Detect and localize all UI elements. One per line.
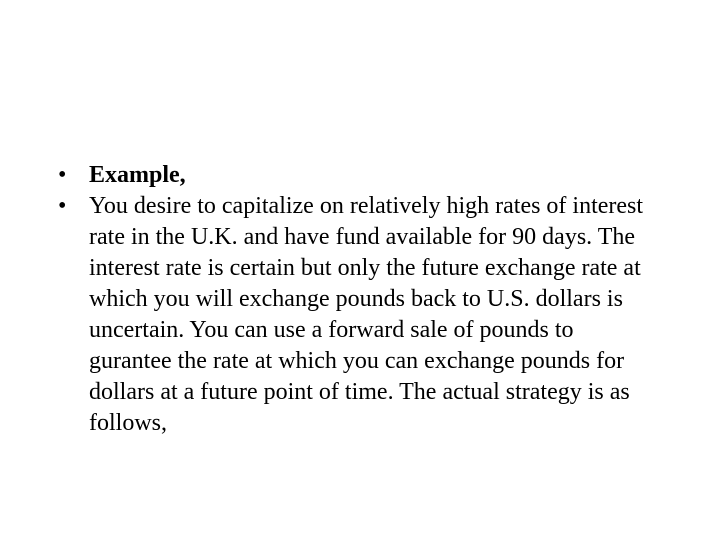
bullet-item-description	[58, 191, 678, 439]
bullet-list	[58, 160, 678, 439]
bullet-item-example	[58, 160, 678, 191]
bullet-marker: •	[58, 162, 67, 188]
description-text: You desire to capitalize on relatively high rates of interest rate in the U.K. and have fund available for 90 days. The interest rate is certain but only the future exchange rate at which you will exchange pounds back to U.S. dollars is uncertain. You can use a forward sale of pounds to gurantee the rate at which you can exchange pounds for dollars at a future point of time. The actual strategy is as follows,	[89, 193, 644, 436]
bullet-marker: •	[58, 193, 67, 219]
example-heading: Example,	[89, 162, 186, 188]
